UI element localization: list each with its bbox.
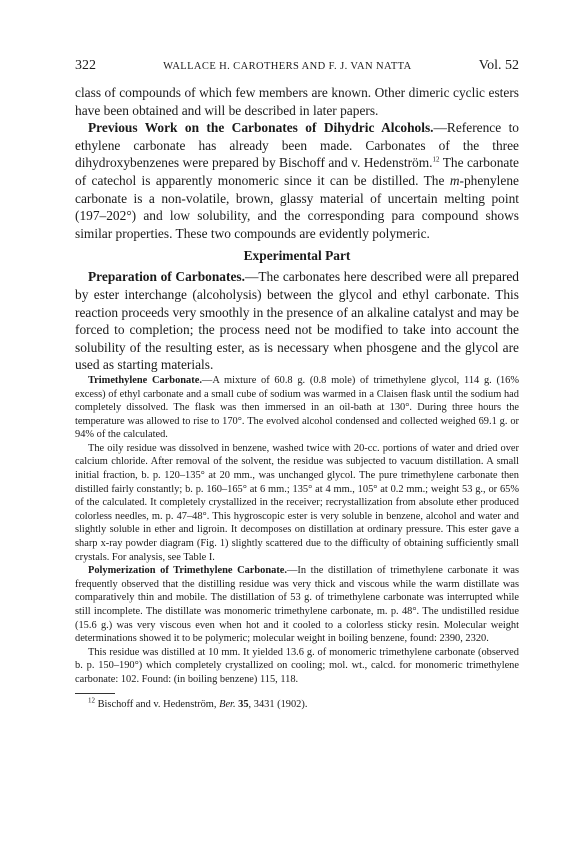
trimethylene-heading: Trimethylene Carbonate. [88,374,202,386]
previous-work-heading: Previous Work on the Carbonates of Dihydric Alcohols. [88,120,434,136]
polymerization-paragraph [75,564,519,646]
footnote-rest: , 3431 (1902). [248,698,308,710]
oily-residue-text: The oily residue was dissolved in benzene, washed twice with 20-cc. portions of water and dried over calcium chloride. After removal of the solvent, the residue was subjected to vacuum distillation. A small initial fraction, b. p. 120–135° at 20 mm., was unchanged glycol. The pure trimethylene carbonate then distilled fairly constantly; b. p. 160–165° at 6 mm.; 135° at 4 mm., 105° at 0.2 mm.; weight 53 g., or 65% of the calculated. It completely crystallized in the receiver; recrystallization from absolute ether produced colorless needles, m. p. 47–48°. This hygroscopic ester is very soluble in benzene, alcohol and water and slightly soluble in ether and ligroin. It decomposes on distillation at ordinary pressure. This ester gave a sharp x-ray powder diagram (Fig. 1) slightly scattered due to the difficulty of obtaining sufficiently small crystals. For analysis, see Table I. [75,442,519,563]
page-header [75,58,519,74]
footnote-text: Bischoff and v. Hedenström, [95,698,220,710]
oily-residue-paragraph [75,442,519,564]
footnote-journal: Ber. [219,698,236,710]
residue-paragraph [75,646,519,687]
intro-text: class of compounds of which few members are known. Other dimeric cyclic esters have been obtained and will be described in later papers. [75,85,519,118]
polymerization-text: —In the distillation of trimethylene carbonate it was frequently observed that the distilling residue was very thick and viscous while the warm distillate was comparatively thin and mobile. The distillation of 53 g. of trimethylene carbonate was interrupted while still incomplete. The distillate was monomeric trimethylene carbonate, m. p. 48°. The undistilled residue (15.6 g.) was very viscous even when hot and it cooled to a colorless sticky resin. Molecular weight determinations showed it to be polymeric; molecular weight in boiling benzene, found: 2390, 2320. [75,565,519,645]
preparation-text: —The carbonates here described were all prepared by ester interchange (alcoholysis) between the glycol and ethyl carbonate. This reaction proceeds very smoothly in the presence of an alkaline catalyst and may be forced to completion; the process need not be modified to take into account the solubility of the resulting ester, as is necessary when phosgene and the glycol are used as starting materials. [75,269,519,373]
running-title: WALLACE H. CAROTHERS AND F. J. VAN NATTA [163,61,412,72]
footnote-divider [75,693,115,694]
footnote [75,698,519,711]
previous-work-text-a: —Reference to ethylene carbonate has already been made. Carbonates of the three dihydroxybenzenes were prepared by Bischoff and v. Hedenström. [75,120,519,171]
previous-work-text-c: -phenylene carbonate is a non-volatile, brown, glassy material of uncertain melting point (197–202°) and low solubility, and the corresponding para compound shows similar properties. These two compounds are evidently polymeric. [75,172,519,241]
preparation-heading: Preparation of Carbonates. [88,269,245,285]
preparation-paragraph [75,268,519,374]
page [75,58,519,711]
residue-text: This residue was distilled at 10 mm. It yielded 13.6 g. of monomeric trimethylene carbonate (observed b. p. 150–190°) which completely crystallized on cooling; mol. wt., calcd. for monomeric trimethylene carbonate: 102. Found: (in boiling benzene) 115, 118. [75,646,519,685]
footnote-ref: 12 [432,155,440,164]
meta-prefix: m [449,172,460,188]
polymerization-heading: Polymerization of Trimethylene Carbonate. [88,565,288,577]
previous-work-text-b: The carbonate of catechol is apparently monomeric since it can be distilled. The [75,155,519,188]
page-number: 322 [75,58,96,73]
intro-paragraph [75,84,519,119]
footnote-volume: 35 [238,698,249,710]
trimethylene-paragraph [75,374,519,442]
section-title: Experimental Part [243,248,351,264]
volume-label: Vol. 52 [478,58,519,73]
trimethylene-text: —A mixture of 60.8 g. (0.8 mole) of trimethylene glycol, 114 g. (16% excess) of ethyl carbonate and a small cube of sodium was warmed in a Claisen flask until the sodium had completely dissolved. The flask was then immersed in an oil-bath at 130°. During three hours the temperature was allowed to rise to 170°. The evolved alcohol condensed and collected weighed 69.1 g. or 94% of the calculated. [75,374,519,441]
footnote-number: 12 [88,696,95,705]
previous-work-paragraph [75,119,519,242]
